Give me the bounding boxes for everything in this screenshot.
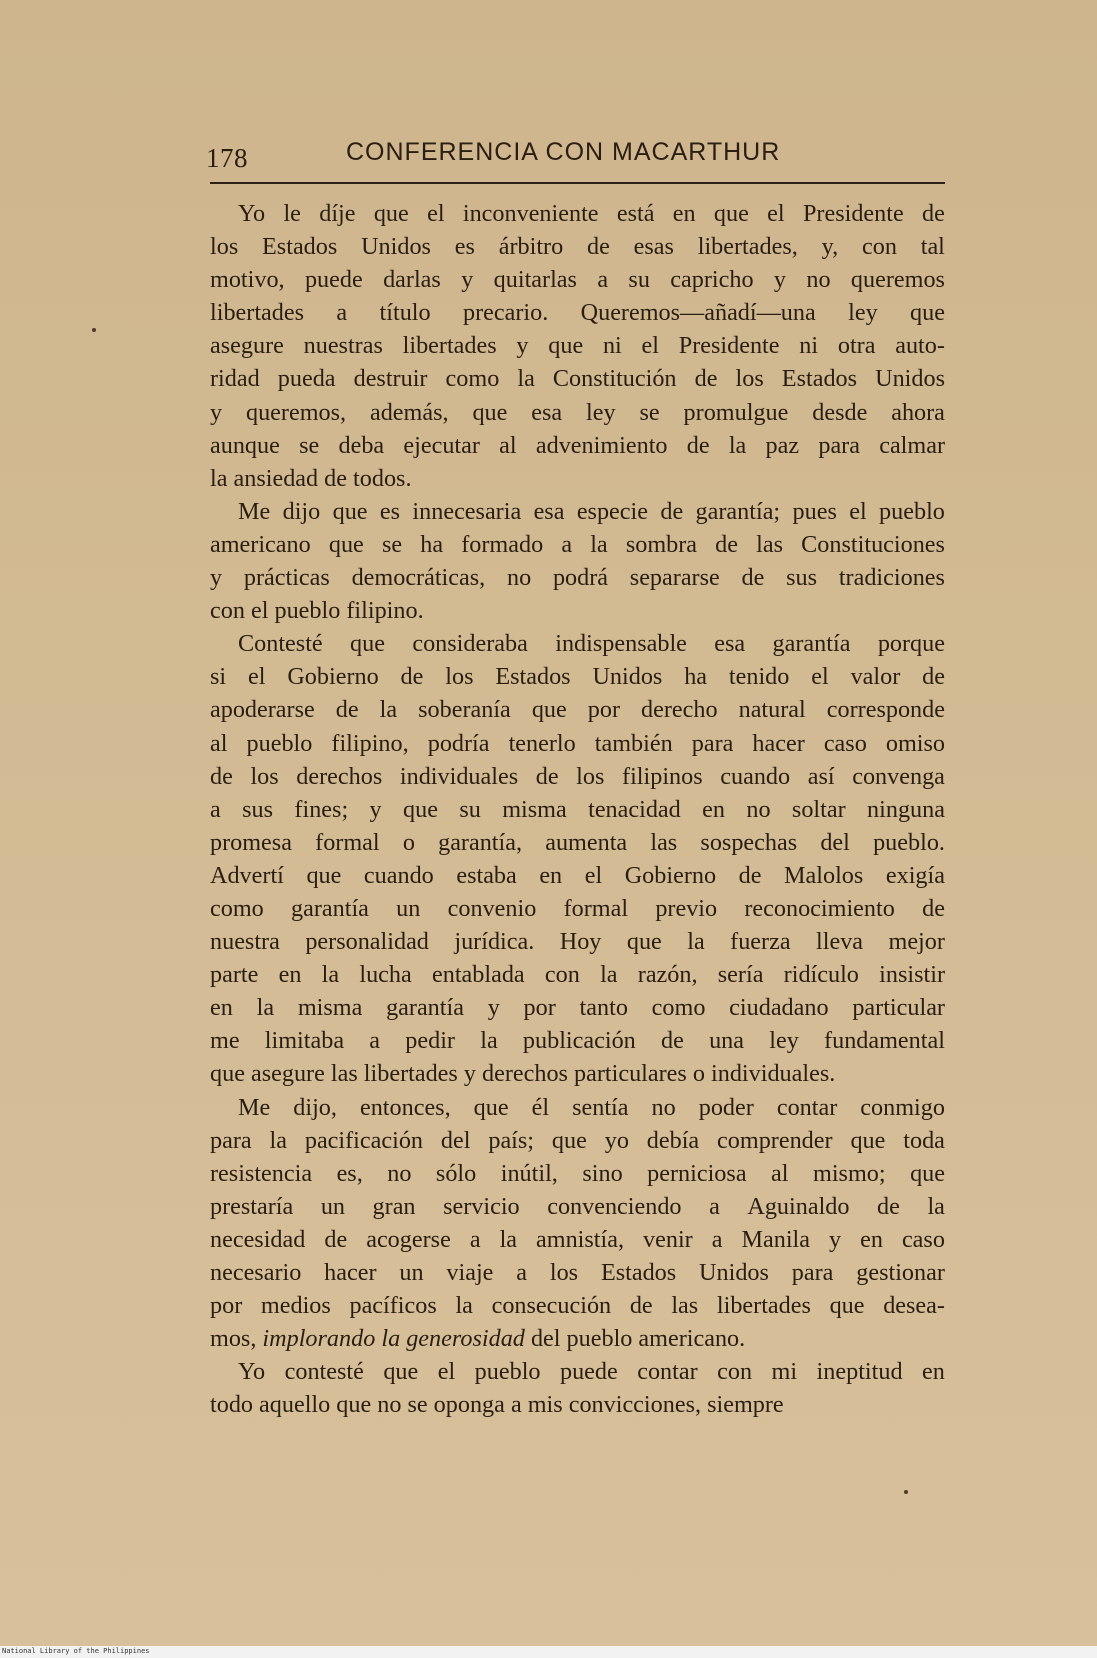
text-line: al pueblo filipino, podría tenerlo también para hacer caso omiso	[210, 729, 945, 757]
running-head: CONFERENCIA CON MACARTHUR	[346, 138, 781, 166]
text-line: apoderarse de la soberanía que por derecho natural corresponde	[210, 696, 945, 724]
text-line: necesario hacer un viaje a los Estados Unidos para gestionar	[210, 1259, 945, 1286]
footer-credit: National Library of the Philippines	[2, 1647, 150, 1655]
text-line: Me dijo, entonces, que él sentía no poder contar conmigo	[238, 1093, 945, 1121]
text-line: de los derechos individuales de los filipinos cuando así convenga	[210, 762, 945, 790]
text-line: los Estados Unidos es árbitro de esas libertades, y, con tal	[210, 233, 945, 261]
text-line: motivo, puede darlas y quitarlas a su capricho y no queremos	[210, 266, 945, 294]
text-line: ridad pueda destruir como la Constitución de los Estados Unidos	[210, 365, 945, 393]
text-line: Me dijo que es innecesaria esa especie de garantía; pues el pueblo	[238, 497, 945, 525]
text-line: para la pacificación del país; que yo debía comprender que toda	[210, 1126, 945, 1154]
text-line: y queremos, además, que esa ley se promulgue desde ahora	[210, 398, 945, 426]
text-line: como garantía un convenio formal previo reconocimiento de	[210, 894, 945, 922]
emphasized-phrase: implorando la generosidad	[262, 1325, 525, 1353]
text-line: la ansiedad de todos.	[210, 464, 412, 492]
text-line: si el Gobierno de los Estados Unidos ha tenido el valor de	[210, 663, 945, 691]
text-line: prestaría un gran servicio convenciendo a Aguinaldo de la	[210, 1192, 945, 1220]
header-rule	[210, 182, 945, 184]
text-line: americano que se ha formado a la sombra de las Constituciones	[210, 530, 945, 558]
text-line: asegure nuestras libertades y que ni el Presidente ni otra auto-	[210, 332, 945, 360]
text-line: Advertí que cuando estaba en el Gobierno de Malolos exigía	[210, 861, 945, 889]
text-line: promesa formal o garantía, aumenta las sospechas del pueblo.	[210, 828, 945, 856]
text-line: que asegure las libertades y derechos particulares o individuales.	[210, 1060, 836, 1088]
paper-speck	[92, 328, 96, 332]
text-line: necesidad de acogerse a la amnistía, venir a Manila y en caso	[210, 1225, 945, 1253]
page-header	[206, 133, 946, 181]
text-line: resistencia es, no sólo inútil, sino perniciosa al mismo; que	[210, 1159, 945, 1187]
text-line: nuestra personalidad jurídica. Hoy que la fuerza lleva mejor	[210, 928, 945, 956]
text-line: Contesté que consideraba indispensable esa garantía porque	[238, 630, 945, 658]
text-line: Yo contesté que el pueblo puede contar con mi ineptitud en	[238, 1358, 945, 1386]
text-line: libertades a título precario. Queremos—añadí—una ley que	[210, 299, 945, 327]
text-line: y prácticas democráticas, no podrá separarse de sus tradiciones	[210, 564, 945, 592]
paper-speck	[904, 1490, 908, 1494]
text-line: me limitaba a pedir la publicación de una ley fundamental	[210, 1027, 945, 1055]
page-number: 178	[206, 143, 248, 173]
text-line: a sus fines; y que su misma tenacidad en no soltar ninguna	[210, 795, 945, 823]
text-line: aunque se deba ejecutar al advenimiento de la paz para calmar	[210, 431, 945, 459]
text-line: todo aquello que no se oponga a mis convicciones, siempre	[210, 1391, 784, 1419]
text-line: en la misma garantía y por tanto como ciudadano particular	[210, 994, 945, 1022]
text-line: parte en la lucha entablada con la razón, sería ridículo insistir	[210, 961, 945, 989]
text-line: con el pueblo filipino.	[210, 597, 424, 625]
body-text	[210, 197, 945, 1421]
footer-bar	[0, 1646, 1097, 1658]
text-line: mos, implorando la generosidad del pueblo americano.	[210, 1322, 945, 1355]
text-line: por medios pacíficos la consecución de las libertades que desea-	[210, 1292, 945, 1320]
text-line: Yo le díje que el inconveniente está en que el Presidente de	[238, 200, 945, 227]
